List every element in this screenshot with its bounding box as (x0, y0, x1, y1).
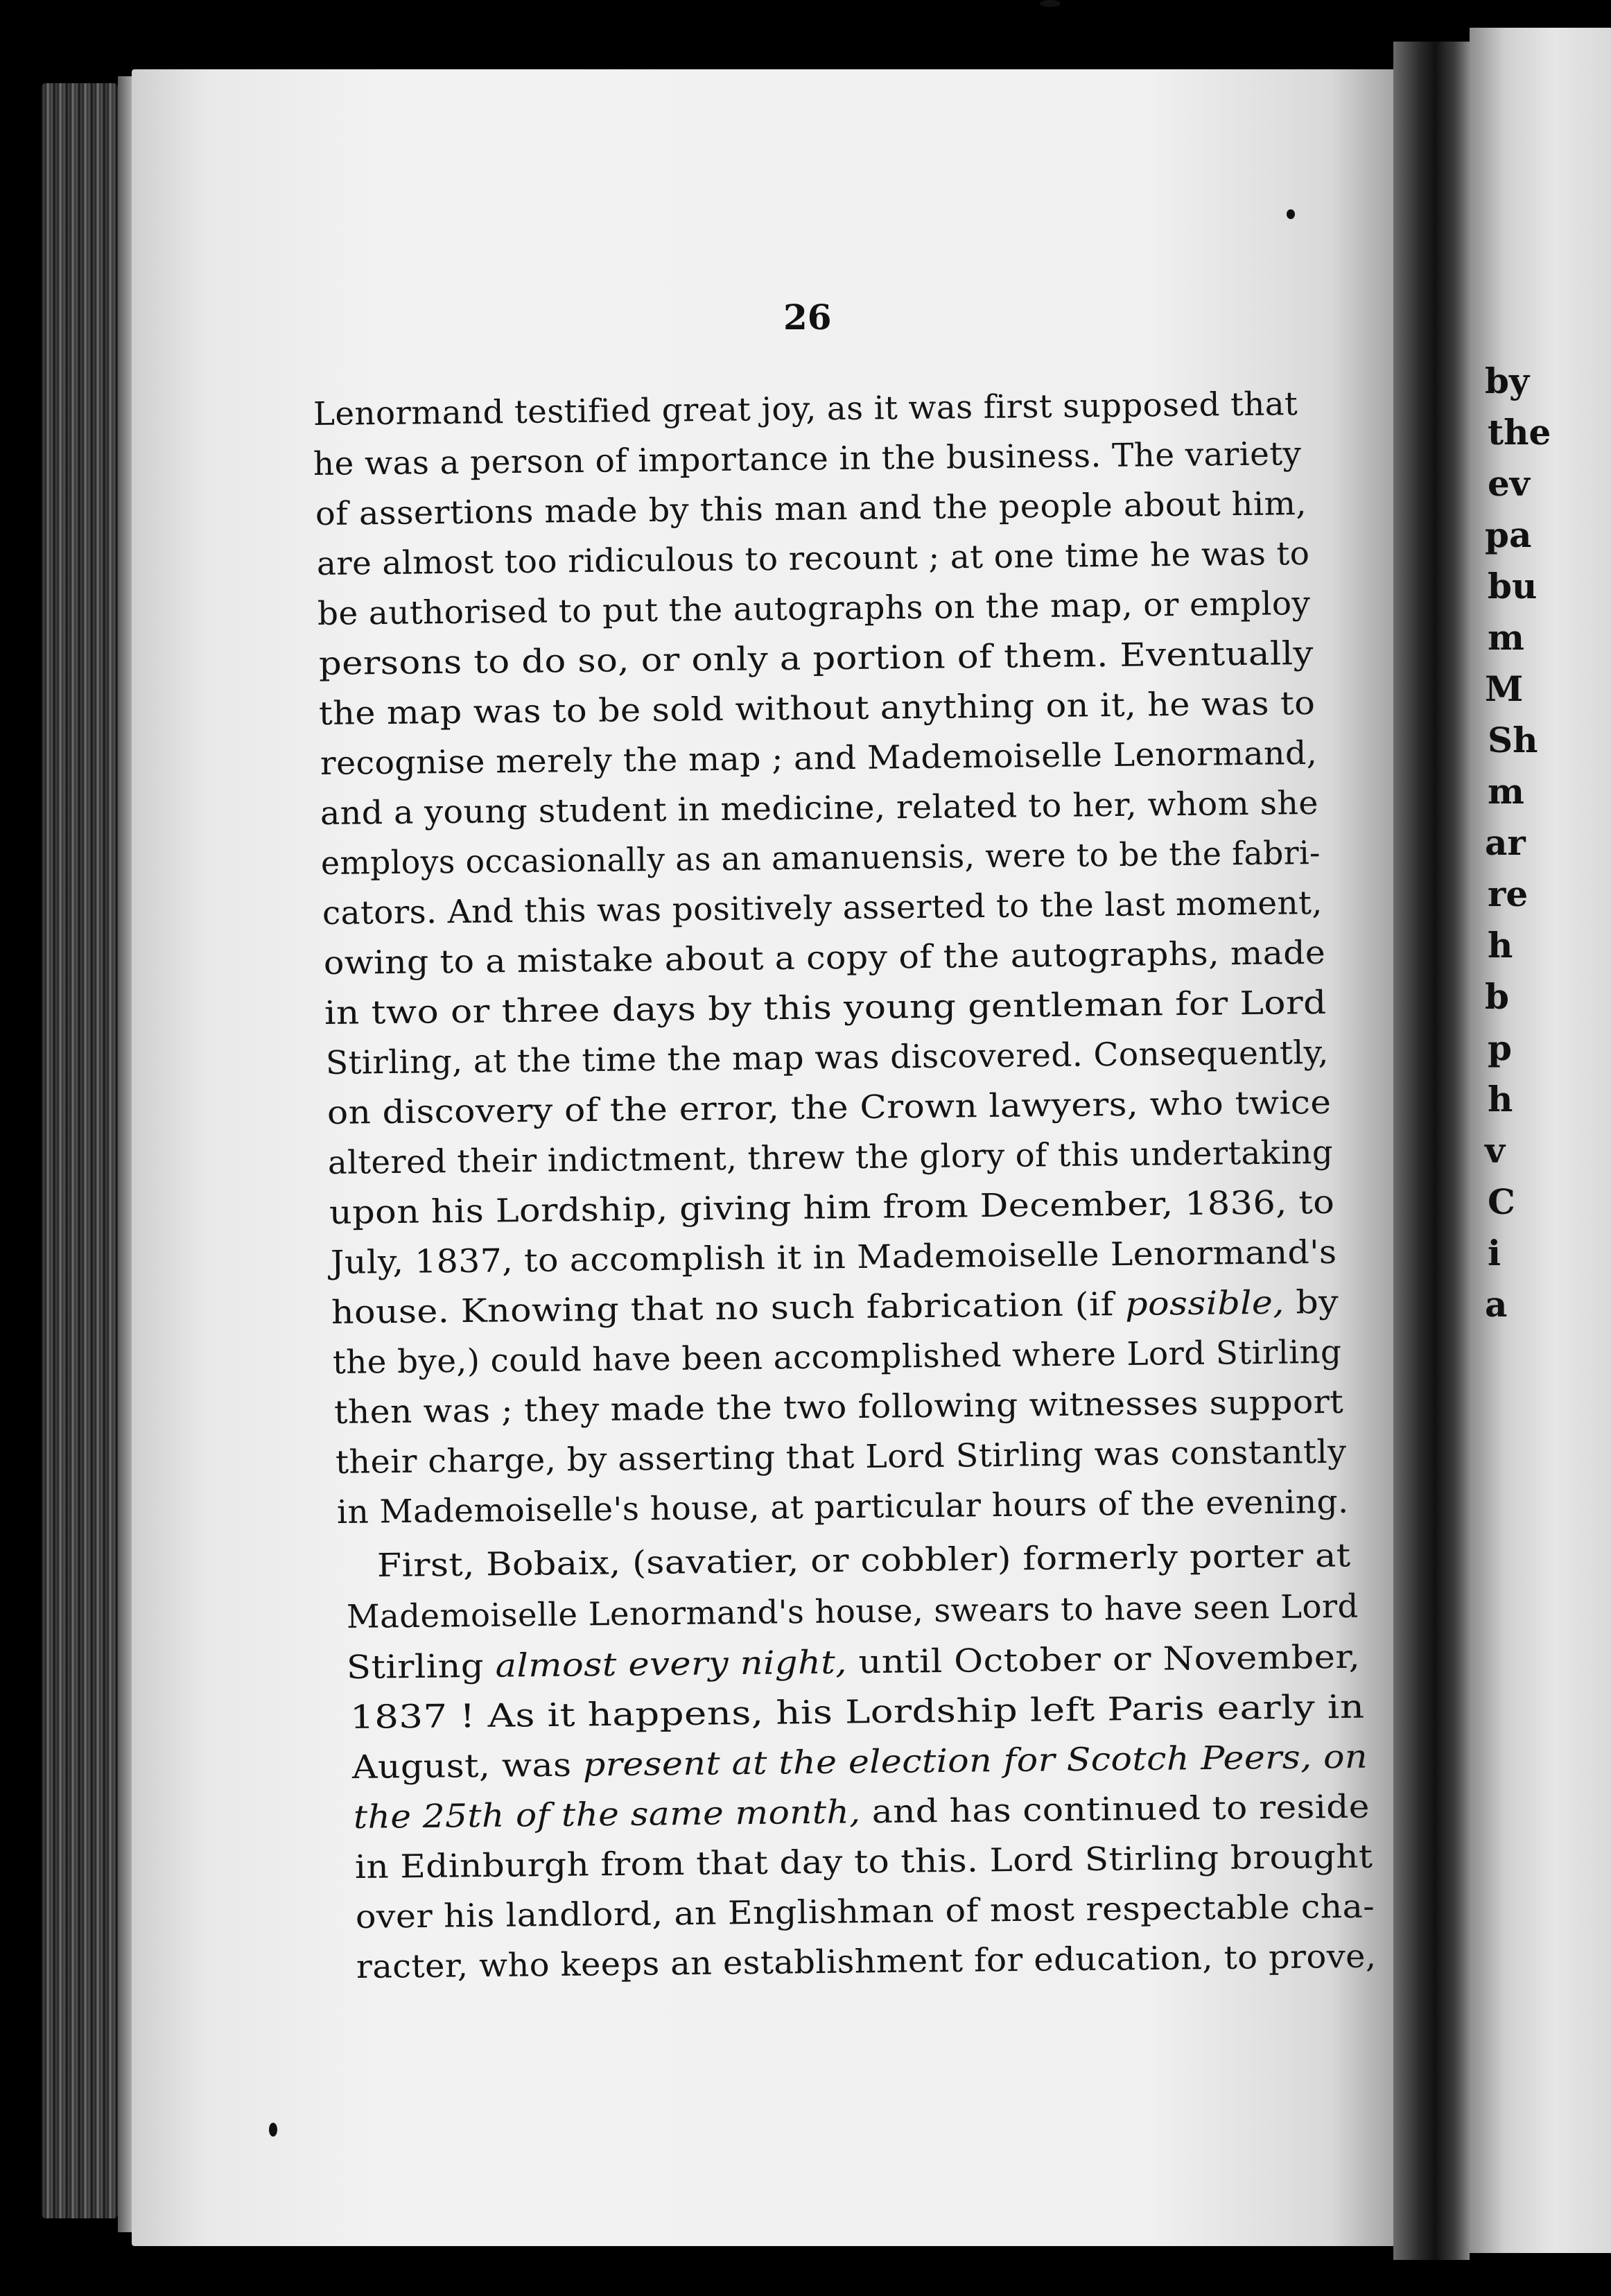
text-segment: Mademoiselle Lenormand's house, swears to have seen Lord (346, 1587, 1359, 1635)
text-segment: on discovery of the error, the Crown lawyers, who twice (326, 1083, 1332, 1131)
facing-page-fragment: h (1488, 925, 1513, 966)
text-segment: the bye,) could have been accomplished where Lord Stirling (332, 1332, 1342, 1381)
text-segment: their charge, by asserting that Lord Stirling was constantly (335, 1432, 1347, 1481)
facing-page-fragment: re (1488, 873, 1529, 914)
text-segment: July, 1837, to accomplish it in Mademoiselle Lenormand's (330, 1233, 1337, 1281)
facing-page-fragment: ar (1485, 822, 1526, 863)
text-segment: in Mademoiselle's house, at particular hours of the evening. (336, 1482, 1349, 1531)
italic-text: almost every night, (495, 1643, 848, 1685)
facing-page-fragment: bu (1488, 566, 1538, 607)
text-segment: altered their indictment, threw the glory of this undertaking (327, 1133, 1334, 1181)
facing-page-fragment: b (1485, 976, 1509, 1017)
facing-page-fragment: the (1488, 412, 1551, 453)
facing-page-fragment: a (1485, 1284, 1508, 1325)
text-segment: August, was (351, 1746, 584, 1786)
facing-page-fragment: m (1488, 617, 1524, 658)
text-segment: are almost too ridiculous to recount ; at one time he was to (316, 534, 1310, 582)
text-segment: First, Bobaix, (savatier, or cobbler) formerly porter at (376, 1536, 1351, 1584)
text-segment: then was ; they made the two following witnesses support (333, 1382, 1344, 1431)
page-edge-stack (42, 83, 118, 2218)
facing-page-fragment: M (1485, 668, 1524, 709)
text-segment: in Edinburgh from that day to this. Lord Stirling brought (354, 1837, 1373, 1886)
text-segment: of assertions made by this man and the people about him, (315, 485, 1307, 532)
text-segment: until October or November, (846, 1637, 1361, 1681)
text-segment: upon his Lordship, giving him from December, 1836, to (329, 1183, 1335, 1231)
ink-speck (1040, 0, 1061, 7)
facing-page-fragment: by (1485, 360, 1530, 401)
facing-page-fragment: p (1488, 1027, 1512, 1068)
text-segment: the map was to be sold without anything on it, he was to (318, 684, 1316, 732)
facing-page-fragment: Sh (1488, 720, 1538, 760)
italic-text: the 25th of the same month, (353, 1793, 861, 1836)
text-segment: persons to do so, or only a portion of them. Eventually (318, 634, 1314, 682)
facing-page-fragment: ev (1488, 463, 1530, 504)
text-segment: recognise merely the map ; and Mademoiselle Lenormand, (320, 733, 1318, 782)
facing-page-fragment: h (1488, 1079, 1513, 1120)
facing-page-fragment: i (1488, 1233, 1501, 1273)
text-segment: be authorised to put the autographs on the map, or employ (317, 584, 1311, 632)
facing-page-fragment: C (1488, 1181, 1515, 1222)
text-segment: in two or three days by this young gentleman for Lord (324, 983, 1327, 1032)
text-segment: Stirling (346, 1646, 496, 1686)
text-segment: and has continued to reside (860, 1787, 1370, 1831)
text-segment: Lenormand testified great joy, as it was first supposed that (313, 385, 1298, 433)
text-segment: he was a person of importance in the business. The variety (313, 435, 1302, 482)
text-segment: Stirling, at the time the map was discovered. Consequently, (325, 1033, 1329, 1081)
italic-text: present at the election for Scotch Peers, on (582, 1737, 1368, 1784)
text-segment: racter, who keeps an establishment for education, to prove, (356, 1937, 1377, 1985)
text-segment: and a young student in medicine, related to her, whom she (320, 783, 1319, 832)
text-segment: employs occasionally as an amanuensis, were to be the fabri- (320, 833, 1321, 882)
italic-text: possible, (1124, 1283, 1285, 1323)
ink-speck (1287, 209, 1295, 219)
text-segment: house. Knowing that no such fabrication (if (331, 1285, 1126, 1331)
text-segment: by (1284, 1282, 1339, 1321)
book-gutter (1393, 42, 1470, 2260)
page-number: 26 (783, 297, 832, 338)
ink-speck (269, 2123, 277, 2137)
text-segment: over his landlord, an Englishman of most respectable cha- (355, 1887, 1375, 1936)
text-segment: cators. And this was positively asserted to the last moment, (322, 883, 1323, 932)
facing-page-fragment: pa (1485, 514, 1532, 555)
facing-page-fragment: m (1488, 771, 1524, 812)
text-segment: 1837 ! As it happens, his Lordship left Paris early in (349, 1687, 1365, 1736)
facing-page-fragment: v (1485, 1130, 1506, 1171)
text-segment: owing to a mistake about a copy of the autographs, made (323, 933, 1326, 982)
